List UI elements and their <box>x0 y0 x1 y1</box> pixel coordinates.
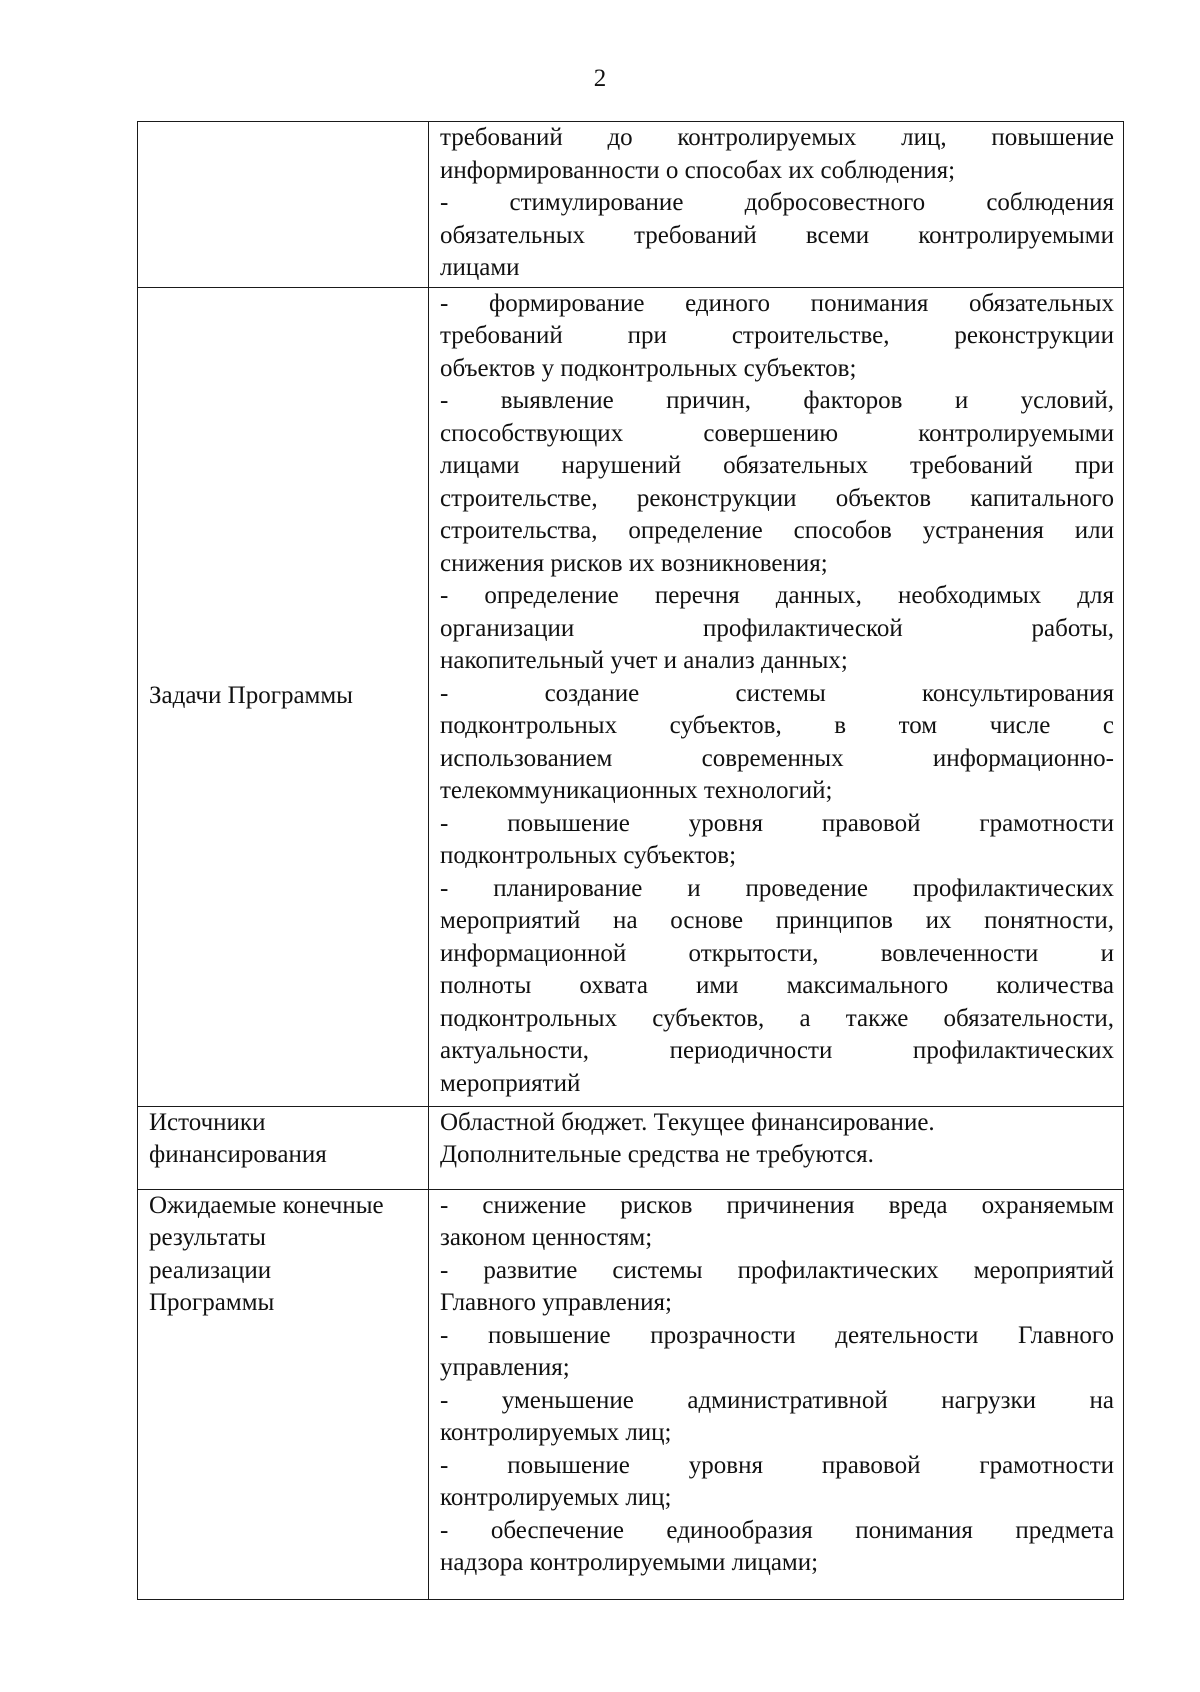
content-line: - планирование и проведение профилактических <box>440 874 1114 902</box>
content-line: способствующих совершению контролируемыми <box>440 419 1114 447</box>
content-line: - уменьшение административной нагрузки на <box>440 1386 1114 1414</box>
content-line: актуальности, периодичности профилактических <box>440 1037 1114 1064</box>
content-line: - обеспечение единообразия понимания предмета <box>440 1516 1114 1544</box>
content-line: - создание системы консультирования <box>440 679 1114 707</box>
table-row-funding <box>138 1106 1124 1189</box>
content-cell-goals <box>429 122 1124 288</box>
content-line: контролируемых лиц; <box>440 1484 672 1511</box>
label-line: результаты <box>149 1224 266 1251</box>
content-line: - повышение уровня правовой грамотности <box>440 809 1114 837</box>
content-text <box>429 1190 1123 1582</box>
content-line: требований до контролируемых лиц, повышение <box>440 124 1114 151</box>
content-line: - формирование единого понимания обязательных <box>440 289 1114 317</box>
label-line: Источники <box>149 1108 266 1136</box>
content-line: - развитие системы профилактических мероприятий <box>440 1256 1114 1284</box>
content-cell-funding <box>429 1106 1124 1189</box>
content-line: - повышение прозрачности деятельности Главного <box>440 1321 1114 1349</box>
content-line: требований при строительстве, реконструкции <box>440 322 1114 349</box>
table-row-goals-continuation <box>138 122 1124 288</box>
content-line: надзора контролируемыми лицами; <box>440 1549 819 1576</box>
content-cell-tasks <box>429 287 1124 1106</box>
content-line: строительстве, реконструкции объектов капитального <box>440 484 1114 512</box>
content-line: - выявление причин, факторов и условий, <box>440 387 1114 414</box>
content-line: законом ценностям; <box>440 1224 653 1251</box>
label-line: финансирования <box>149 1141 327 1168</box>
content-text <box>429 1107 1123 1174</box>
content-line: мероприятий на основе принципов их понятности, <box>440 907 1114 934</box>
content-line: подконтрольных субъектов, в том числе с <box>440 712 1114 739</box>
content-line: мероприятий <box>440 1069 581 1097</box>
content-cell-expected-results <box>429 1189 1124 1599</box>
label-text <box>138 1190 428 1320</box>
content-line: подконтрольных субъектов, а также обязательности, <box>440 1004 1114 1032</box>
content-line: - стимулирование добросовестного соблюдения <box>440 189 1114 216</box>
label-text <box>138 680 428 713</box>
content-line: контролируемых лиц; <box>440 1419 672 1446</box>
label-cell-empty <box>138 122 429 288</box>
content-text <box>429 288 1123 1103</box>
label-cell-expected-results <box>138 1189 429 1599</box>
content-line: подконтрольных субъектов; <box>440 842 737 869</box>
content-line: лицами <box>440 254 520 281</box>
content-line: телекоммуникационных технологий; <box>440 777 833 804</box>
label-line: Программы <box>149 1289 275 1316</box>
content-line: объектов у подконтрольных субъектов; <box>440 354 857 382</box>
content-line: обязательных требований всеми контролируемыми <box>440 221 1114 249</box>
content-line: организации профилактической работы, <box>440 614 1114 642</box>
content-line: Областной бюджет. Текущее финансирование. <box>440 1108 935 1136</box>
label-cell-funding <box>138 1106 429 1189</box>
content-line: - определение перечня данных, необходимых для <box>440 582 1114 609</box>
content-line: информированности о способах их соблюдения; <box>440 156 956 184</box>
label-cell-tasks <box>138 287 429 1106</box>
content-line: накопительный учет и анализ данных; <box>440 647 848 674</box>
table-row-tasks <box>138 287 1124 1106</box>
program-passport-table <box>137 121 1124 1600</box>
content-text <box>429 122 1123 287</box>
content-line: Главного управления; <box>440 1289 672 1316</box>
content-line: - повышение уровня правовой грамотности <box>440 1451 1114 1479</box>
table-row-expected-results <box>138 1189 1124 1599</box>
label-text <box>138 1107 428 1172</box>
label-line: Задачи Программы <box>149 682 353 710</box>
content-line: использованием современных информационно- <box>440 744 1114 772</box>
label-line: Ожидаемые конечные <box>149 1191 384 1219</box>
content-line: полноты охвата ими максимального количества <box>440 972 1114 999</box>
label-line: реализации <box>149 1256 272 1284</box>
content-line: строительства, определение способов устранения или <box>440 517 1114 544</box>
content-line: информационной открытости, вовлеченности и <box>440 939 1114 967</box>
content-line: - снижение рисков причинения вреда охраняемым <box>440 1191 1114 1219</box>
content-line: снижения рисков их возникновения; <box>440 549 828 577</box>
content-line: Дополнительные средства не требуются. <box>440 1141 874 1168</box>
content-line: управления; <box>440 1354 570 1381</box>
page-number: 2 <box>593 65 607 92</box>
content-line: лицами нарушений обязательных требований при <box>440 452 1114 479</box>
